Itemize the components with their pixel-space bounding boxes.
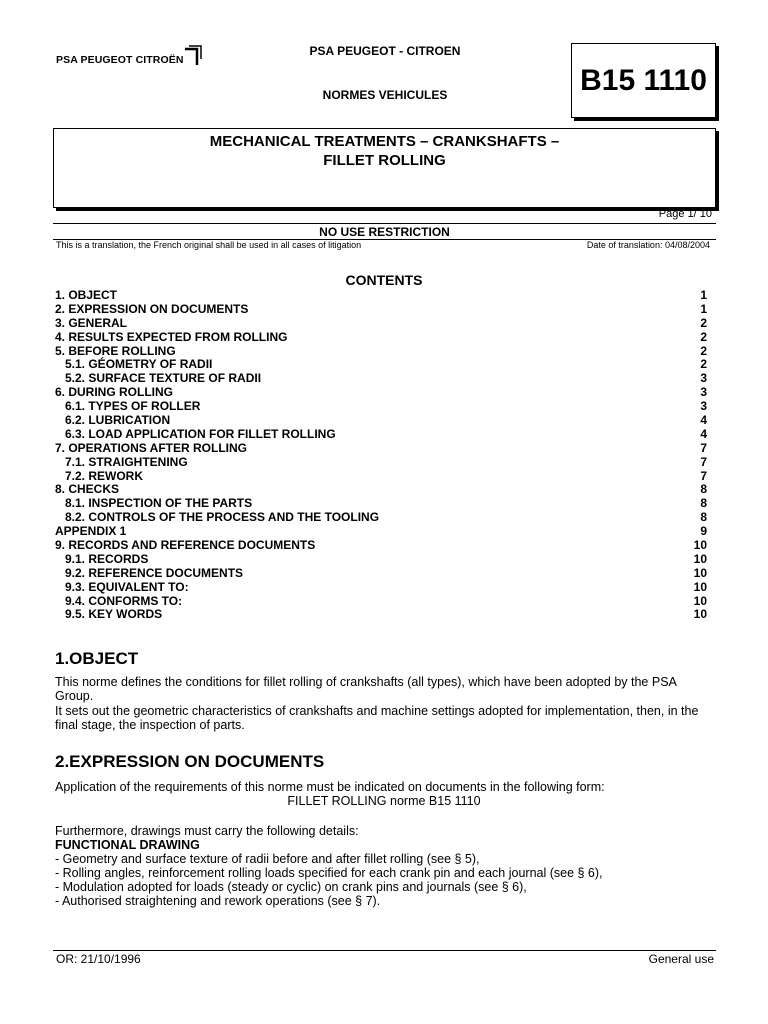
- functional-drawing-heading: FUNCTIONAL DRAWING: [55, 838, 200, 852]
- list-item: - Modulation adopted for loads (steady or cyclic) on crank pins and journals (see § 6),: [55, 880, 527, 894]
- toc-item: [55, 470, 707, 484]
- toc-item-page: 2: [700, 329, 707, 344]
- toc-item-label: 5. BEFORE ROLLING: [55, 343, 176, 358]
- toc-item: [55, 317, 707, 331]
- contents-heading: CONTENTS: [345, 272, 423, 288]
- toc-item-label: 9.1. RECORDS: [65, 551, 149, 566]
- toc-item-page: 7: [700, 440, 707, 455]
- toc-item: [55, 428, 707, 442]
- toc-item: [55, 358, 707, 372]
- toc-item-page: 2: [700, 315, 707, 330]
- norm-code-box: [571, 43, 716, 118]
- page-number: Page 1/ 10: [658, 208, 712, 220]
- toc-item: [55, 539, 707, 553]
- toc-item-page: 10: [693, 565, 707, 580]
- section-1-paragraph-2: It sets out the geometric characteristics of crankshafts and machine settings adopted for implementation, then, in the final stage, the inspection of parts.: [55, 704, 699, 732]
- section-2-form-text: FILLET ROLLING norme B15 1110: [287, 794, 481, 808]
- citroen-chevron-icon: [183, 45, 203, 67]
- toc-item-label: 8.1. INSPECTION OF THE PARTS: [65, 496, 253, 511]
- functional-drawing-list: [55, 852, 735, 908]
- toc-item-label: 8.2. CONTROLS OF THE PROCESS AND THE TOOLING: [65, 510, 380, 525]
- section-2-heading: 2.EXPRESSION ON DOCUMENTS: [55, 752, 325, 771]
- footer-date: OR: 21/10/1996: [56, 952, 141, 966]
- section-2-paragraph-2: Furthermore, drawings must carry the following details:: [55, 824, 359, 838]
- toc-item-label: 9.2. REFERENCE DOCUMENTS: [65, 565, 244, 580]
- list-item: - Authorised straightening and rework operations (see § 7).: [55, 894, 381, 908]
- toc-item-page: 10: [693, 579, 707, 594]
- toc-item-page: 3: [700, 385, 707, 400]
- toc-item-label: 7.1. STRAIGHTENING: [65, 454, 188, 469]
- toc-item-label: 9.5. KEY WORDS: [65, 607, 163, 622]
- toc-item-label: 1. OBJECT: [55, 288, 118, 302]
- toc-item-label: 5.2. SURFACE TEXTURE OF RADII: [65, 371, 262, 386]
- toc-item: [55, 456, 707, 470]
- footer-divider: [53, 950, 716, 951]
- toc-item-label: 7.2. REWORK: [65, 468, 144, 483]
- toc-item-page: 10: [693, 593, 707, 608]
- toc-item-page: 3: [700, 399, 707, 414]
- list-item: - Geometry and surface texture of radii before and after fillet rolling (see § 5),: [55, 852, 480, 866]
- toc-item: [55, 303, 707, 317]
- divider: [53, 223, 716, 224]
- toc-item: [55, 442, 707, 456]
- toc-item-label: 6.3. LOAD APPLICATION FOR FILLET ROLLING: [65, 426, 336, 441]
- toc-item-label: 9. RECORDS AND REFERENCE DOCUMENTS: [55, 538, 316, 553]
- toc-item: [55, 497, 707, 511]
- toc-item-page: 7: [700, 454, 707, 469]
- toc-item-label: 3. GENERAL: [55, 315, 128, 330]
- toc-item-page: 9: [700, 524, 707, 539]
- toc-item-page: 7: [700, 468, 707, 483]
- toc-item: [55, 386, 707, 400]
- toc-item-page: 10: [693, 607, 707, 622]
- footer-usage: General use: [648, 952, 714, 966]
- toc-item: [55, 414, 707, 428]
- translation-date: Date of translation: 04/08/2004: [586, 240, 710, 250]
- section-1-heading: 1.OBJECT: [55, 649, 139, 668]
- toc-item: [55, 483, 707, 497]
- toc-item-label: 6.1. TYPES OF ROLLER: [65, 399, 201, 414]
- psa-logo: [56, 45, 201, 71]
- toc-item-label: 6. DURING ROLLING: [55, 385, 174, 400]
- toc-item: [55, 567, 707, 581]
- document-category: NORMES VEHICULES: [322, 88, 448, 102]
- toc-item: [55, 511, 707, 525]
- title-line-1: MECHANICAL TREATMENTS – CRANKSHAFTS –: [209, 133, 560, 150]
- table-of-contents: [55, 289, 707, 622]
- toc-item-page: 3: [700, 371, 707, 386]
- toc-item-page: 2: [700, 343, 707, 358]
- toc-item: [55, 581, 707, 595]
- toc-item-page: 4: [700, 426, 707, 441]
- translation-note: This is a translation, the French original shall be used in all cases of litigation: [56, 240, 362, 250]
- title-box: [53, 128, 716, 208]
- company-name: PSA PEUGEOT - CITROEN: [309, 44, 461, 58]
- toc-item-page: 1: [700, 288, 707, 302]
- restriction-label: NO USE RESTRICTION: [319, 225, 450, 239]
- toc-item-label: 5.1. GÉOMETRY OF RADII: [65, 357, 213, 372]
- toc-item-label: 7. OPERATIONS AFTER ROLLING: [55, 440, 248, 455]
- toc-item-page: 10: [693, 551, 707, 566]
- toc-item-page: 4: [700, 413, 707, 428]
- section-2-paragraph-1: Application of the requirements of this norme must be indicated on documents in the following form:: [55, 780, 605, 794]
- toc-item-label: APPENDIX 1: [55, 524, 127, 539]
- toc-item-page: 2: [700, 357, 707, 372]
- toc-item: [55, 400, 707, 414]
- toc-item-page: 8: [700, 482, 707, 497]
- toc-item: [55, 608, 707, 622]
- toc-item-page: 1: [700, 301, 707, 316]
- toc-item: [55, 553, 707, 567]
- title-line-2: FILLET ROLLING: [323, 152, 446, 169]
- list-item: - Rolling angles, reinforcement rolling loads specified for each crank pin and each journal (see § 6),: [55, 866, 603, 880]
- section-1-paragraph-1: This norme defines the conditions for fillet rolling of crankshafts (all types), which have been adopted by the PSA Group.: [55, 675, 677, 703]
- toc-item-label: 4. RESULTS EXPECTED FROM ROLLING: [55, 329, 288, 344]
- toc-item-label: 6.2. LUBRICATION: [65, 413, 171, 428]
- toc-item-label: 2. EXPRESSION ON DOCUMENTS: [55, 301, 249, 316]
- toc-item-page: 8: [700, 510, 707, 525]
- toc-item: [55, 372, 707, 386]
- toc-item: [55, 595, 707, 609]
- toc-item-page: 10: [693, 538, 707, 553]
- toc-item-label: 8. CHECKS: [55, 482, 120, 497]
- toc-item-page: 8: [700, 496, 707, 511]
- toc-item-label: 9.3. EQUIVALENT TO:: [65, 579, 189, 594]
- toc-item: [55, 525, 707, 539]
- toc-item: [55, 289, 707, 303]
- logo-wordmark: PSA PEUGEOT CITROËN: [56, 54, 184, 66]
- toc-item-label: 9.4. CONFORMS TO:: [65, 593, 183, 608]
- toc-item: [55, 331, 707, 345]
- norm-code: B15 1110: [580, 63, 707, 97]
